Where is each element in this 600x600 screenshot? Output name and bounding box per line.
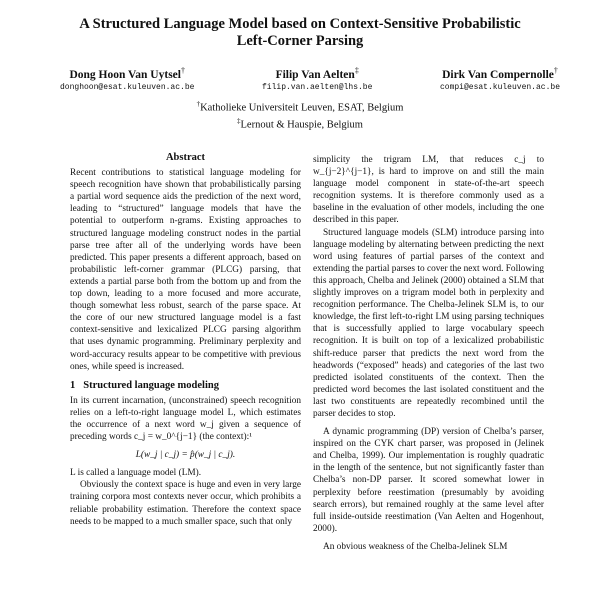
affiliation-text: Katholieke Universiteit Leuven, ESAT, Belgium [200, 102, 404, 114]
author-block [60, 64, 560, 94]
author-mark: † [553, 66, 558, 75]
section-1-paragraph-3: Obviously the context space is huge and even in very large training corpora most contexts never occur, which prohibits a reliable probability estimation. Therefore the context space needs to be mapped to a much smaller space, such that only [70, 480, 301, 527]
title-line-2: Left-Corner Parsing [236, 33, 364, 49]
section-1-heading [70, 380, 301, 392]
abstract-body: Recent contributions to statistical language modeling for speech recognition have shown that probabilistically parsing a partial word sequence aids the prediction of the next word, leading to “structured” language models that have the potential to outperform n-grams. Existing approaches to structured language modeling construct nodes in the partial parse tree after all of the underlying words have been predicted. This paper presents a different approach, based on probabilistic left-corner grammar (PLCG) parsing, that extends a partial parse both from the bottom up and from the top down, leading to a more focused and more accurate, though somewhat less robust, search of the parse space. At the core of our new structured language model is a fast context-sensitive and lexicalized PLCG parsing algorithm that uses dynamic programming. Preliminary perplexity and word-accuracy results appear to be competitive with previous ones, while speed is increased. [70, 168, 301, 372]
right-column [313, 154, 544, 553]
section-number: 1 [70, 379, 76, 391]
equation-1: L(w_j | c_j) = p̂(w_j | c_j). [135, 450, 236, 461]
affiliations [0, 98, 600, 131]
author-name: Filip Van Aelten [275, 68, 355, 81]
section-1-paragraph-1: In its current incarnation, (unconstrained) speech recognition relies on a left-to-right language model L, which estimates the occurrence of a next word w_j given a sequence of preceding words c_j = w_0^{j−1} (the context):¹ [70, 395, 301, 443]
right-paragraph-3: A dynamic programming (DP) version of Chelba’s parser, inspired on the CYK chart parser, was proposed in (Jelinek and Chelba, 1999). Our implementation is roughly quadratic in the length of the sentence, but not significantly faster than Chelba’s non-DP parser. It scored somewhat lower in perplexity before reestimation (presumably by avoiding search errors), but remained roughly at the same level after full inside-outside reestimation (Van Aelten and Hogenhout, 2000). [313, 427, 544, 534]
author-email: donghoon@esat.kuleuven.ac.be [60, 82, 195, 92]
author-email: filip.van.aelten@lhs.be [261, 82, 373, 92]
left-column [70, 152, 301, 528]
affiliation-2 [0, 115, 600, 132]
author-email: compi@esat.kuleuven.ac.be [439, 82, 560, 92]
author-name: Dong Hoon Van Uytsel [69, 68, 181, 81]
paper-title [0, 16, 600, 50]
author-1 [60, 64, 194, 94]
author-name: Dirk Van Compernolle [442, 68, 554, 81]
right-paragraph-2: Structured language models (SLM) introduce parsing into language modeling by alternating between predicting the next word using features of partial parses of the context and extending the partial parses to cover the next word. Following this approach, Chelba and Jelinek (2000) obtained a SLM that slightly improves on a trigram model both in perplexity and recognition performance. The Chelba-Jelinek SLM is, to our knowledge, the first left-to-right LM using parsing techniques that is successfully applied to large vocabulary speech recognition. It is built on top of a lexicalized probabilistic shift-reduce parser that predicts the next word from the headwords (“exposed” heads) and categories of the last two predicted isolated constituents of the context. Then the predicted word becomes the last isolated constituent and the last two constituents are repeatedly recombined until the parser decides to stop. [313, 227, 544, 419]
affiliation-mark: ‡ [237, 116, 241, 125]
author-2 [262, 64, 372, 94]
author-mark: † [180, 66, 185, 75]
abstract-heading: Abstract [165, 152, 206, 163]
right-paragraph-1: simplicity the trigram LM, that reduces c_j to w_{j−2}^{j−1}, is hard to improve on and still the main language model component in state-of-the-art speech recognition systems. It is therefore commonly used as a baseline in the evaluation of other models, including the one described in this paper. [313, 155, 544, 226]
title-line-1: A Structured Language Model based on Context-Sensitive Probabilistic [79, 16, 521, 32]
affiliation-mark: † [196, 100, 201, 108]
author-3 [440, 64, 560, 94]
affiliation-text: Lernout & Hauspie, Belgium [240, 119, 363, 130]
author-mark: ‡ [354, 66, 359, 75]
section-1-paragraph-2: L is called a language model (LM). [70, 468, 202, 479]
right-paragraph-4: An obvious weakness of the Chelba-Jelinek SLM [323, 541, 508, 552]
affiliation-1 [0, 98, 600, 115]
section-title: Structured language modeling [83, 379, 219, 391]
